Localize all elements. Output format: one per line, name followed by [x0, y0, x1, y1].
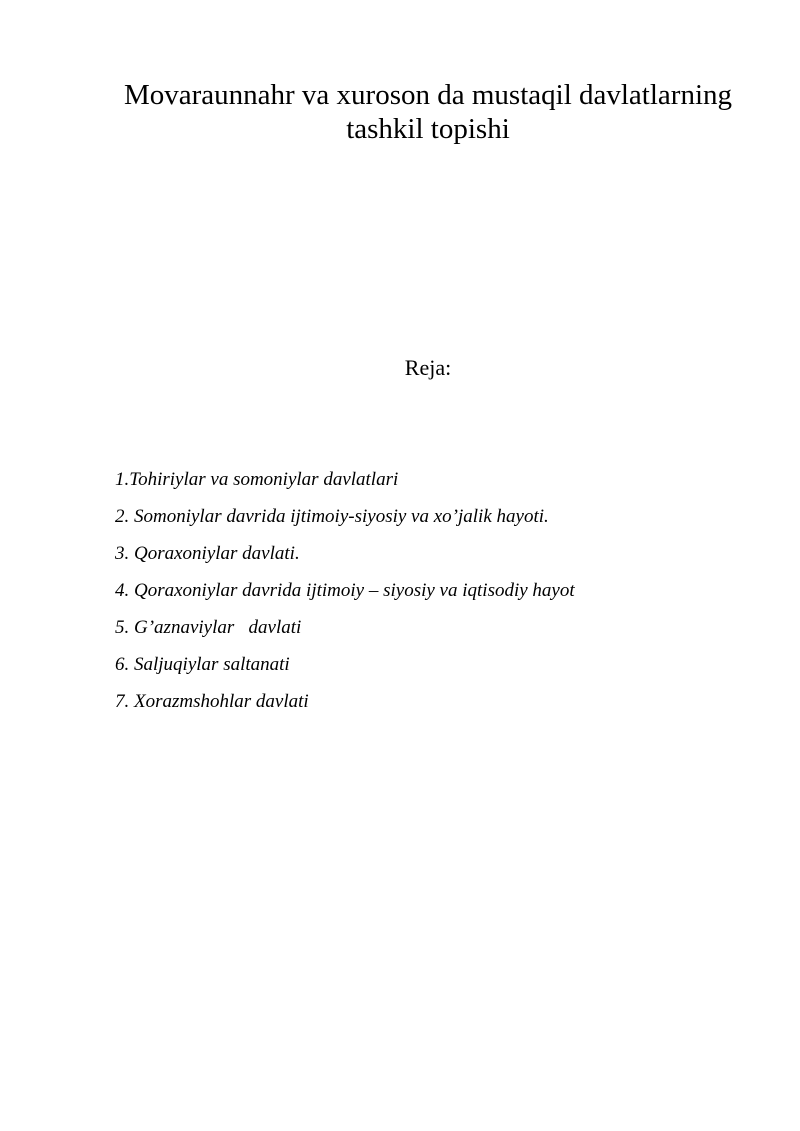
plan-item: 5. G’aznaviylar davlati — [115, 617, 302, 638]
plan-item: 2. Somoniylar davrida ijtimoiy-siyosiy va xo’jalik hayoti. — [115, 506, 549, 527]
title-line-2: tashkil topishi — [346, 113, 510, 145]
plan-item: 7. Xorazmshohlar davlati — [115, 691, 309, 712]
plan-item: 4. Qoraxoniylar davrida ijtimoiy – siyosiy va iqtisodiy hayot — [115, 580, 575, 601]
document-title — [100, 78, 756, 146]
title-line-1: Movaraunnahr va xuroson da mustaqil davlatlarning — [123, 79, 733, 111]
plan-item: 1.Tohiriylar va somoniylar davlatlari — [115, 469, 399, 490]
plan-heading: Reja: — [404, 355, 452, 380]
plan-list — [115, 468, 575, 727]
plan-item: 3. Qoraxoniylar davlati. — [115, 543, 300, 564]
plan-item: 6. Saljuqiylar saltanati — [115, 654, 290, 675]
